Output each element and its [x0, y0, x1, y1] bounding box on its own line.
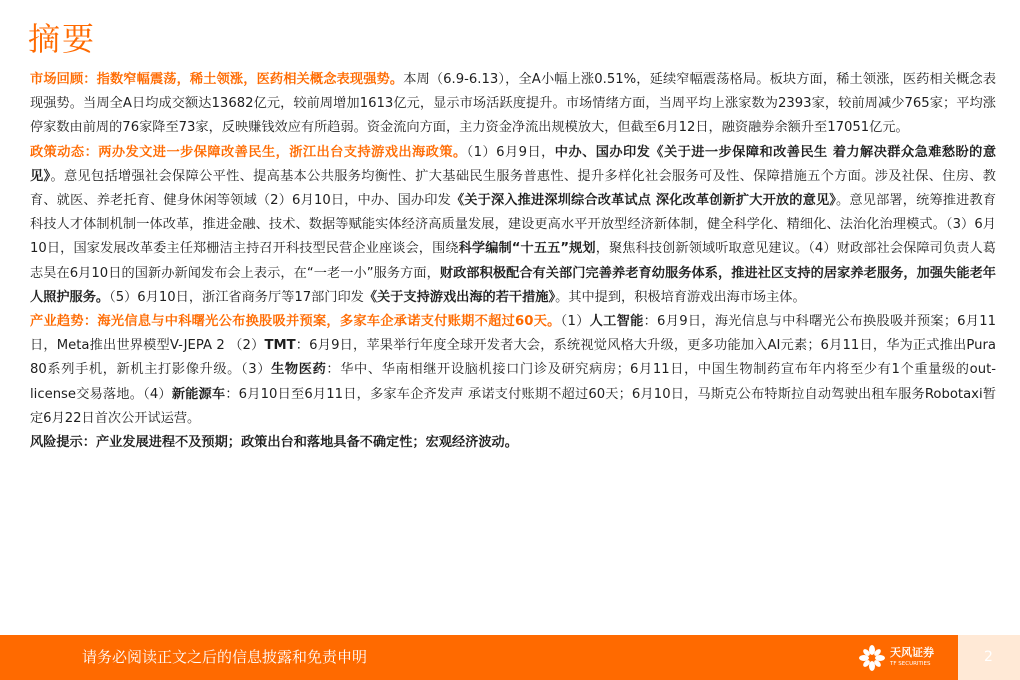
- industry-bold-biomed: 生物医药: [271, 362, 327, 378]
- policy-text-3: 。意见部署，统筹推进教育科技人才体制机制一体改革，推进金融、技术、数据等赋能实体经济高质量发展，建设更高水平开放型经济新体制，健全科学化、精细化、法治化治理模式。（3）6月10日，国家发展改革委主任郑栅洁主持召开科技型民营企业座谈会，围绕: [30, 193, 997, 257]
- industry-text-4: ：华中、华南相继开设脑机接口门诊及研究病房；6月11日，中国生物制药宣布年内将至少有1个重量级的out-license交易落地。（4）: [30, 362, 996, 402]
- industry-bold-nev: 新能源车: [171, 386, 226, 402]
- page-title: 摘要: [28, 20, 97, 58]
- policy-heading: 政策动态：两办发文进一步保障改善民生，浙江出台支持游戏出海政策。: [30, 144, 467, 160]
- policy-text-1: （1）6月9日，: [466, 144, 555, 160]
- risk-paragraph: [30, 431, 996, 455]
- industry-bold-tmt: TMT: [264, 338, 296, 354]
- company-logo: [858, 644, 948, 672]
- market-review-paragraph: [30, 68, 996, 141]
- risk-body: 产业发展进程不及预期；政策出台和落地具备不确定性；宏观经济波动。: [95, 435, 518, 451]
- disclaimer-text: 请务必阅读正文之后的信息披露和免责申明: [82, 648, 368, 666]
- industry-text-3: ：6月9日，苹果举行年度全球开发者大会，系统视觉风格大升级，更多功能加入AI元素；6月11日，华为正式推出Pura 80系列手机，新机主打影像升级。（3）: [30, 338, 996, 378]
- market-review-heading: 市场回顾：指数窄幅震荡，稀土领涨，医药相关概念表现强势。: [30, 72, 404, 87]
- page-number: 2: [984, 649, 993, 665]
- industry-text-1: （1）: [560, 314, 590, 330]
- footer: [0, 635, 1020, 680]
- policy-bold-1: 中办、国办印发《关于进一步保障和改善民生 着力解决群众急难愁盼的意见》: [30, 144, 997, 184]
- industry-heading: 产业趋势：海光信息与中科曙光公布换股吸并预案，多家车企承诺支付账期不超过60天。: [30, 314, 561, 330]
- policy-text-6: 。其中提到，积极培育游戏出海市场主体。: [555, 289, 806, 305]
- policy-bold-4: 财政部积极配合有关部门完善养老育幼服务体系，推进社区支持的居家养老服务，加强失能老年人照护服务。: [30, 265, 996, 305]
- logo-subtext: TF SECURITIES: [890, 661, 931, 667]
- policy-bold-3: 科学编制“十五五”规划: [458, 241, 596, 257]
- policy-bold-5: 《关于支持游戏出海的若干措施》: [363, 289, 556, 305]
- industry-paragraph: [30, 310, 996, 431]
- industry-text-2: ：6月9日，海光信息与中科曙光公布换股吸并预案；6月11日，Meta推出世界模型V-JEPA 2 （2）: [30, 314, 996, 354]
- industry-text-5: ：6月10日至6月11日，多家车企齐发声 承诺支付账期不超过60天；6月10日，马斯克公布特斯拉自动驾驶出租车服务Robotaxi暂定6月22日首次公开试运营。: [30, 386, 997, 426]
- policy-text-2: 。意见包括增强社会保障公平性、提高基本公共服务均衡性、扩大基础民生服务普惠性、提升多样化社会服务可及性、保障措施五个方面。涉及社保、住房、教育、就医、养老托育、健身休闲等领域（2）6月10日，中办、国办印发: [30, 168, 996, 209]
- summary-content: [30, 68, 996, 455]
- policy-paragraph: [30, 141, 996, 310]
- policy-text-4: ，聚焦科技创新领域听取意见建议。（4）财政部社会保障司负责人葛志昊在6月10日的国新办新闻发布会上表示，在“一老一小”服务方面，: [30, 241, 996, 281]
- risk-heading: 风险提示：: [30, 435, 96, 451]
- industry-bold-ai: 人工智能: [589, 314, 644, 330]
- policy-text-5: （5）6月10日，浙江省商务厅等17部门印发: [109, 289, 364, 305]
- tianfeng-flower-logo-icon: [858, 644, 886, 672]
- logo-text: 天风证券: [890, 646, 934, 659]
- policy-bold-2: 《关于深入推进深圳综合改革试点 深化改革创新扩大开放的意见》: [450, 193, 837, 209]
- market-review-body: 本周（6.9-6.13），全A小幅上涨0.51%，延续窄幅震荡格局。板块方面，稀土领涨，医药相关概念表现强势。当周全A日均成交额达13682亿元，较前周增加1613亿元，显示市场活跃度提升。市场情绪方面，当周平均上涨家数为2393家，较前周减少765家；平均涨停家数由前周的76家降至73家，反映赚钱效应有所趋弱。资金流向方面，主力资金净流出规模放大，但截至6月12日，融资融券余额升至17051亿元。: [30, 72, 997, 136]
